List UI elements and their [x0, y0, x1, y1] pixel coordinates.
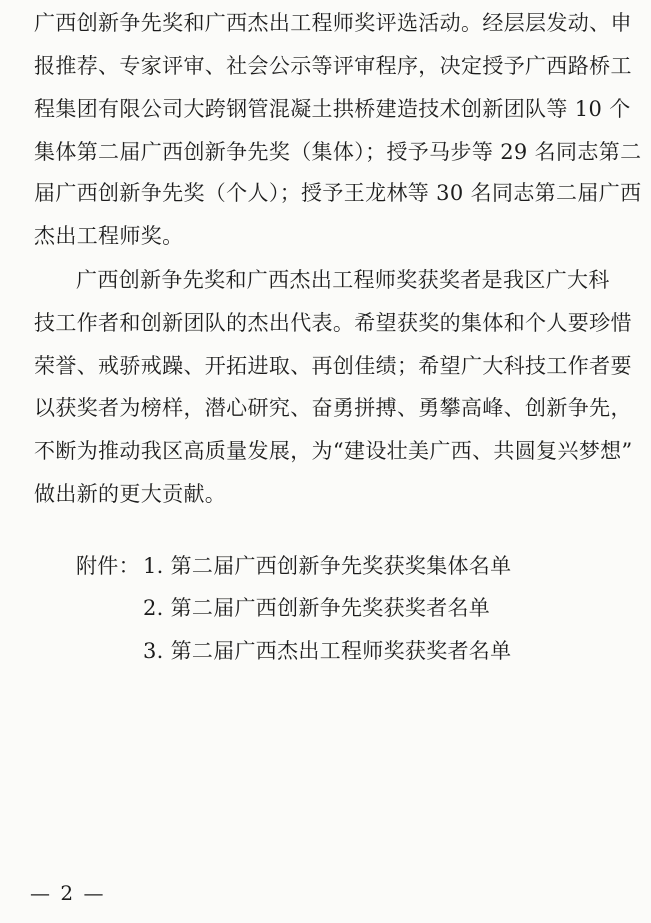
text-line: 广西创新争先奖和广西杰出工程师奖获奖者是我区广大科 — [76, 268, 610, 292]
attachment-item: 2. 第二届广西创新争先奖获奖者名单 — [143, 596, 491, 620]
attachment-item: 3. 第二届广西杰出工程师奖获奖者名单 — [143, 639, 512, 663]
text-line: 报推荐、专家评审、社会公示等评审程序，决定授予广西路桥工 — [34, 54, 632, 78]
text-line: 以获奖者为榜样，潜心研究、奋勇拼搏、勇攀高峰、创新争先， — [34, 396, 632, 420]
page-number: — 2 — — [30, 881, 106, 905]
attachments-label: 附件： — [76, 554, 140, 578]
text-line: 集体第二届广西创新争先奖（集体）；授予马步等 29 名同志第二 — [34, 140, 642, 164]
text-line: 技工作者和创新团队的杰出代表。希望获奖的集体和个人要珍惜 — [34, 311, 632, 335]
text-line: 广西创新争先奖和广西杰出工程师奖评选活动。经层层发动、申 — [34, 11, 632, 35]
text-line: 程集团有限公司大跨钢管混凝土拱桥建造技术创新团队等 10 个 — [34, 97, 631, 121]
text-line: 做出新的更大贡献。 — [34, 482, 227, 506]
text-line: 不断为推动我区高质量发展，为“建设壮美广西、共圆复兴梦想” — [34, 439, 633, 463]
attachment-item: 1. 第二届广西创新争先奖获奖集体名单 — [143, 554, 512, 578]
text-line: 荣誉、戒骄戒躁、开拓进取、再创佳绩；希望广大科技工作者要 — [34, 354, 632, 378]
text-line: 届广西创新争先奖（个人）；授予王龙林等 30 名同志第二届广西 — [34, 181, 642, 205]
text-line: 杰出工程师奖。 — [34, 224, 184, 248]
